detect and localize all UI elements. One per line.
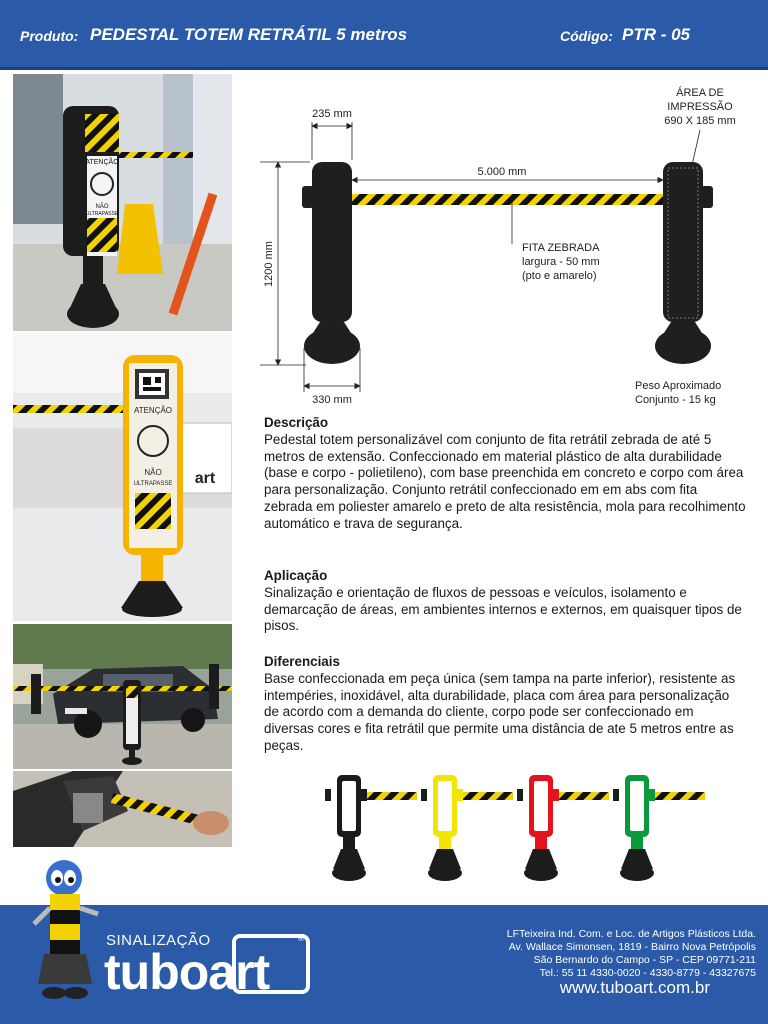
section-description <box>264 415 746 533</box>
dim-span: 5.000 mm <box>477 166 527 178</box>
photo-tape-closeup <box>13 771 232 847</box>
photo1-sign-pass: ULTRAPASSE <box>85 211 119 217</box>
mascot-illustration <box>30 858 100 1003</box>
brand-tagline: SINALIZAÇÃO <box>106 932 211 949</box>
company-line: São Bernardo do Campo - SP - CEP 09771-211 <box>533 954 756 966</box>
right-totem-body <box>663 162 703 322</box>
product-name: PEDESTAL TOTEM RETRÁTIL 5 metros <box>90 25 408 44</box>
section-body: Pedestal totem personalizável com conjunto de fita retrátil zebrada de até 5 metros de extensão. Confeccionado em material plástico de alta durabilidade (base e corpo - polietileno), com base preenchida em concreto e corpo com área para personalização. Conjunto retrátil confeccionado em em abs com fita zebrada em poliester amarelo e preto de alta resistência, mola para recolhimento automático e trava de segurança. <box>264 431 746 531</box>
section-title: Descrição <box>264 415 329 430</box>
website-link[interactable]: www.tuboart.com.br <box>559 978 710 997</box>
section-application <box>264 568 746 635</box>
color-variants <box>325 773 725 888</box>
photo2-sign-no: NÃO <box>144 468 162 477</box>
code-label: Código: <box>560 28 613 44</box>
photo2-sign-pass: ULTRAPASSE <box>133 481 173 487</box>
section-body: Sinalização e orientação de fluxos de pessoas e veículos, isolamento e demarcação de áreas, em ambientes internos e externos, em quaisquer tipos de pisos. <box>264 584 742 634</box>
print-area-line2: IMPRESSÃO <box>667 101 733 113</box>
dim-base-width: 330 mm <box>312 394 352 406</box>
variant-pedestal <box>421 775 513 881</box>
section-body: Base confeccionada em peça única (sem tampa na parte inferior), resistente as intempéries, inoxidável, alta durabilidade, placa com área para personalização de acordo com a demanda do cliente, corpo pode ser confeccionado em diversas cores e fita retrátil que permite uma distância de ate 5 metros entre as peças. <box>264 670 736 753</box>
section-differentials <box>264 654 746 755</box>
tape-label-line3: (pto e amarelo) <box>522 270 597 282</box>
dim-top-width: 235 mm <box>312 108 352 120</box>
photo-street-car <box>13 624 232 769</box>
header-bar <box>0 0 768 70</box>
company-line: Av. Wallace Simonsen, 1819 - Bairro Nova Petrópolis <box>508 941 756 953</box>
brand-logo-text: tuboart <box>104 944 270 1000</box>
photo1-sign-no: NÃO <box>95 204 109 210</box>
weight-line1: Peso Aproximado <box>635 380 722 392</box>
print-area-line1: ÁREA DE <box>676 87 724 99</box>
tape-label-line1: FITA ZEBRADA <box>522 242 600 254</box>
print-area-line3: 690 X 185 mm <box>664 115 736 127</box>
code-value: PTR - 05 <box>622 25 691 44</box>
variant-pedestal <box>613 775 705 881</box>
company-line: LFTeixeira Ind. Com. e Loc. de Artigos Plásticos Ltda. <box>506 928 756 940</box>
section-title: Aplicação <box>264 568 328 583</box>
dim-height: 1200 mm <box>263 241 275 287</box>
product-label: Produto: <box>20 28 79 44</box>
variant-pedestal <box>517 775 609 881</box>
zebra-tape <box>352 194 663 205</box>
photo-black-totem <box>13 74 232 331</box>
tape-label-line2: largura - 50 mm <box>522 256 600 268</box>
variant-pedestal <box>325 775 417 881</box>
photo2-brand: art <box>194 470 216 487</box>
photo1-sign-attention: ATENÇÃO <box>85 159 119 166</box>
photo-yellow-totem <box>13 333 232 621</box>
technical-diagram <box>240 76 760 412</box>
registered-mark: ® <box>298 934 304 943</box>
photo2-sign-attention: ATENÇÃO <box>133 406 173 415</box>
company-line: Tel.: 55 11 4330-0020 - 4330-8779 - 43327675 <box>539 967 756 979</box>
section-title: Diferenciais <box>264 654 340 669</box>
left-totem-body <box>312 162 352 322</box>
weight-line2: Conjunto - 15 kg <box>635 394 716 406</box>
company-info <box>456 928 756 980</box>
